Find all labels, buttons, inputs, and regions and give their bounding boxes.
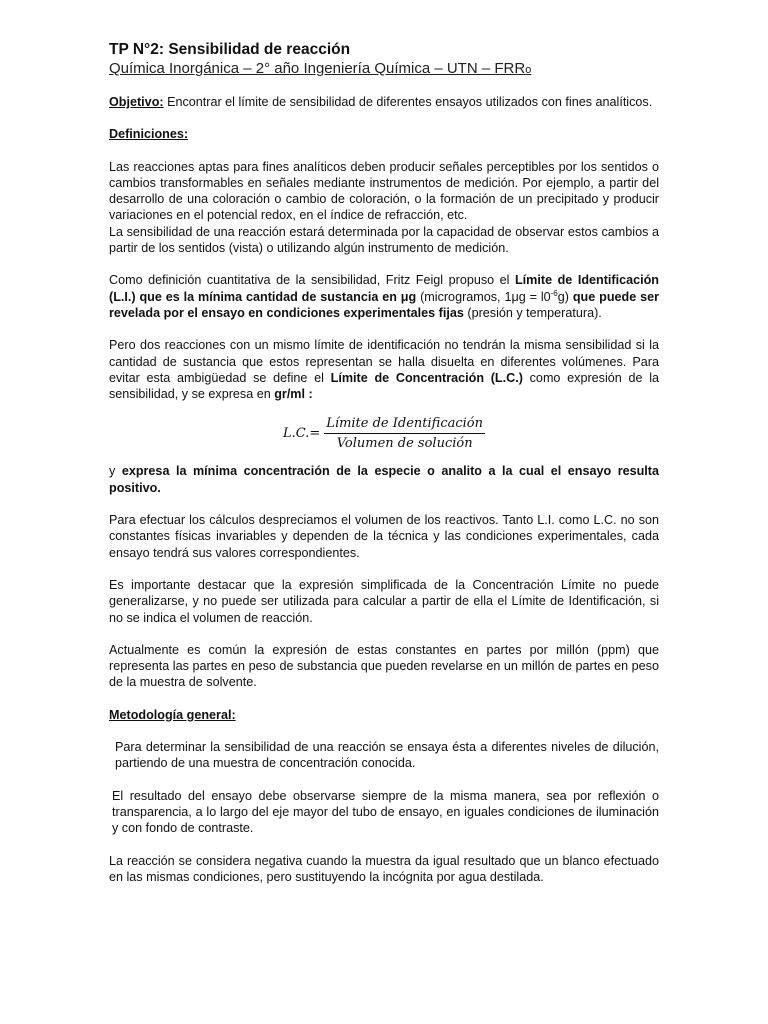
- formula-denominator: Volumen de solución: [336, 436, 473, 452]
- objective-paragraph: [109, 94, 659, 110]
- subtitle-main: Química Inorgánica – 2° año Ingeniería Química – UTN – FRR: [109, 60, 526, 77]
- definitions-heading: Definiciones:: [109, 127, 189, 142]
- definitions-paragraph-2: La sensibilidad de una reacción estará determinada por la capacidad de observar estos cambios a partir de los sentidos (vista) o utilizando algún instrumento de medición.: [109, 224, 659, 256]
- definitions-paragraph-6: Para efectuar los cálculos despreciamos el volumen de los reactivos. Tanto L.I. como L.C. no son constantes físicas invariables y dependen de la técnica y las condiciones experimentales, cada ensayo tendrá sus valores correspondientes.: [109, 513, 659, 560]
- definitions-paragraph-3: Como definición cuantitativa de la sensibilidad, Fritz Feigl propuso el Límite de Identificación (L.I.) que es la mínima cantidad de sustancia en μg (microgramos, $1\mu g = l0^{-6}g$) que puede ser revelada por el ensayo en condiciones experimentales fijas (presión y temperatura).: [109, 273, 660, 320]
- methodology-paragraph-2: El resultado del ensayo debe observarse siempre de la misma manera, sea por reflexión o transparencia, a lo largo del eje mayor del tubo de ensayo, en iguales condiciones de iluminación y con fondo de contraste.: [112, 788, 659, 836]
- methodology-paragraph-3: La reacción se considera negativa cuando la muestra da igual resultado que un blanco efectuado en las mismas condiciones, pero sustituyendo la incógnita por agua destilada.: [109, 853, 659, 884]
- document-page: [109, 40, 659, 885]
- document-subtitle: [109, 59, 659, 80]
- definitions-paragraph-1: Las reacciones aptas para fines analíticos deben producir señales perceptibles por los sentidos o cambios transformables en señales mediante instrumentos de medición. Por ejemplo, a partir del desarrollo de una coloración o cambio de coloración, o la formación de un precipitado y producir variaciones en el potencial redox, en el índice de refracción, etc.: [109, 159, 659, 223]
- definitions-paragraph-4: Pero dos reacciones con un mismo límite de identificación no tendrán la misma sensibilidad si la cantidad de sustancia que estos representan se halla disuelta en diferentes volúmenes. Para evitar esta ambigüedad se define el Límite de Concentración (L.C.) como expresión de la sensibilidad, y se expresa en gr/ml :: [109, 338, 659, 402]
- lc-formula: [109, 416, 659, 451]
- li-definition: Límite de Identificación (L.I.) que es la mínima cantidad de sustancia en μg: [109, 273, 659, 304]
- definitions-paragraph-7: Es importante destacar que la expresión simplificada de la Concentración Límite no puede generalizarse, y no puede ser utilizada para calcular a partir de ella el Límite de Identificación, si no se indica el volumen de reacción.: [109, 577, 659, 625]
- formula-lhs: L.C.=: [283, 426, 321, 442]
- objective-label: Objetivo:: [109, 95, 164, 109]
- methodology-paragraph-1: Para determinar la sensibilidad de una reacción se ensaya ésta a diferentes niveles de dilución, partiendo de una muestra de concentración conocida.: [115, 740, 659, 771]
- document-title: TP N°2: Sensibilidad de reacción: [109, 41, 351, 58]
- formula-fraction: [324, 416, 485, 451]
- formula-numerator: Límite de Identificación: [324, 416, 485, 434]
- subtitle-tail: o: [525, 64, 532, 76]
- definitions-paragraph-8: Actualmente es común la expresión de estas constantes en partes por millón (ppm) que representa las partes en peso de substancia que pueden revelarse en un millón de partes en peso de la muestra de solvente.: [109, 642, 659, 690]
- definitions-paragraph-5: y expresa la mínima concentración de la especie o analito a la cual el ensayo resulta positivo.: [109, 464, 660, 495]
- objective-text: Encontrar el límite de sensibilidad de diferentes ensayos utilizados con fines analíticos.: [163, 95, 653, 109]
- lc-definition: Límite de Concentración (L.C.): [330, 370, 523, 385]
- methodology-heading: Metodología general:: [109, 707, 236, 722]
